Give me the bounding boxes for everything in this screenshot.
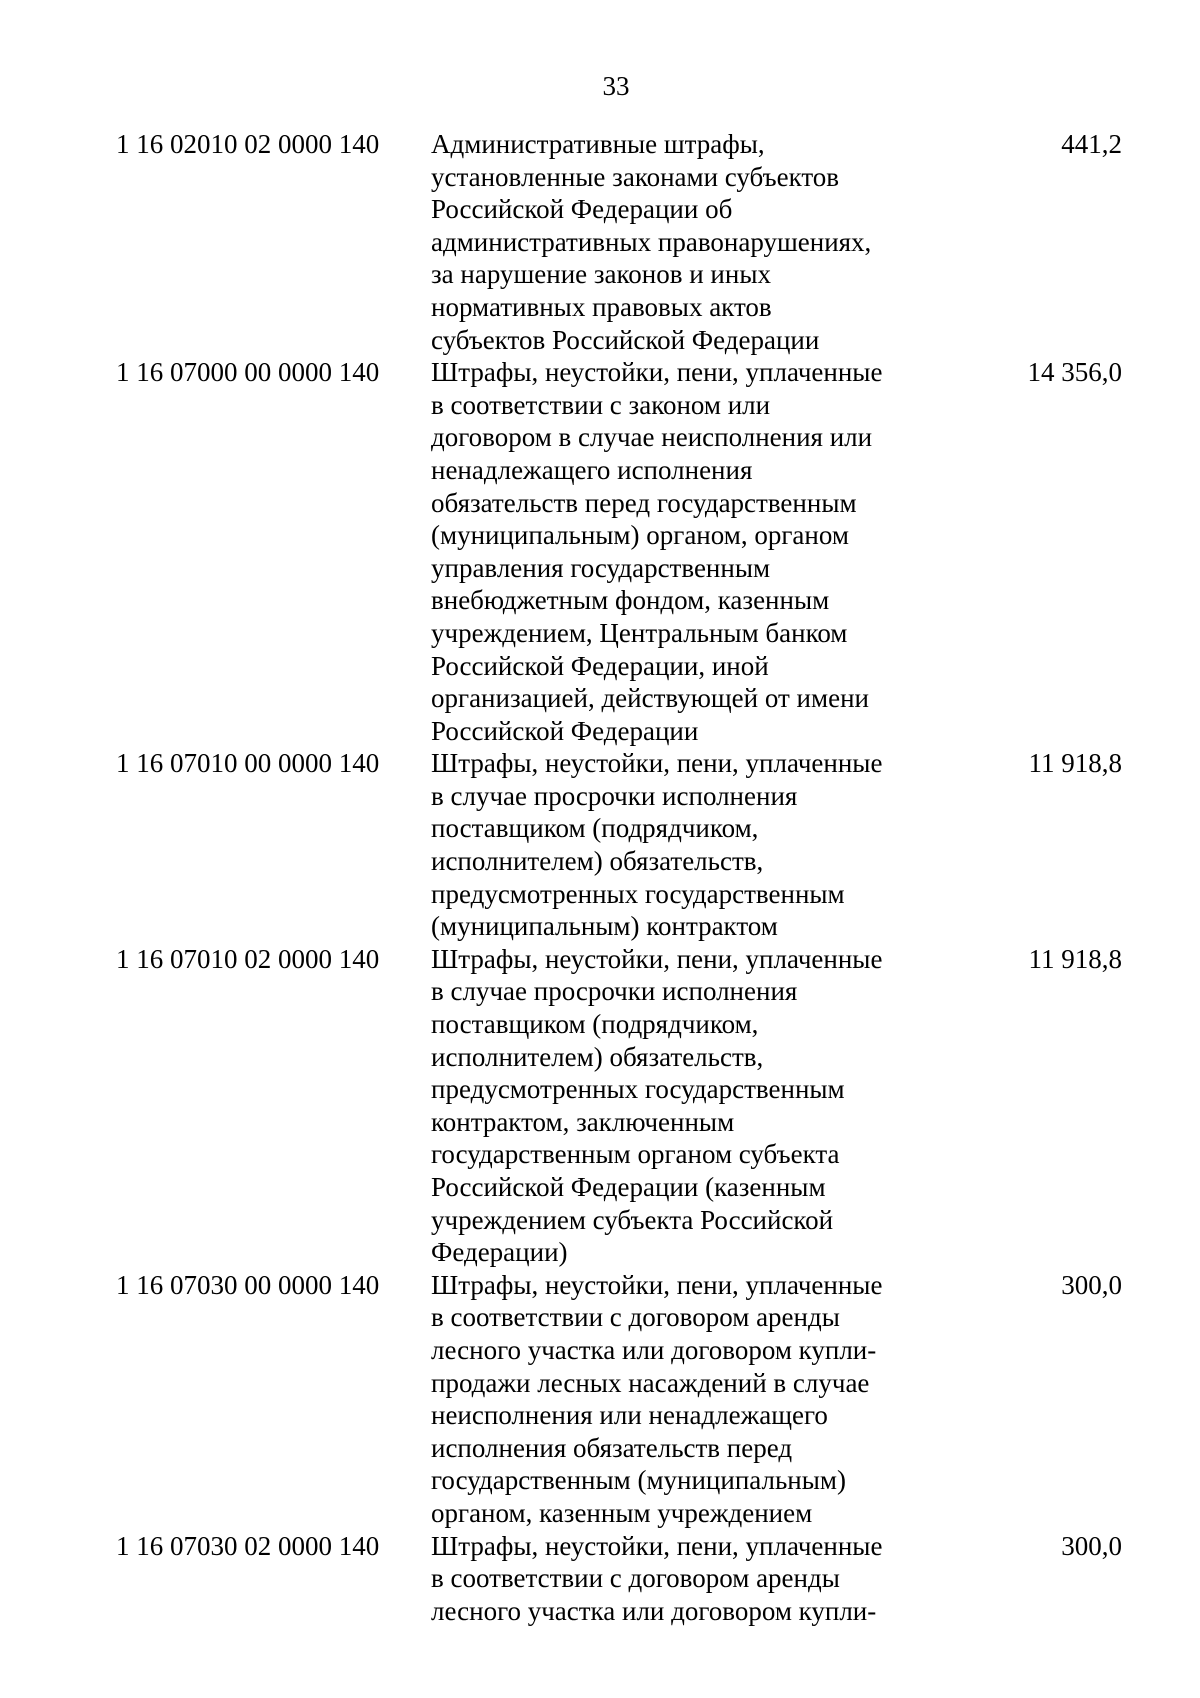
table-row	[0, 356, 1200, 747]
description-line: Штрафы, неустойки, пени, уплаченные	[431, 943, 883, 974]
description-line: Российской Федерации (казенным	[431, 1172, 826, 1202]
description-line: органом, казенным учреждением	[431, 1497, 813, 1528]
description-line: Штрафы, неустойки, пени, уплаченные	[431, 357, 883, 388]
description-line: предусмотренных государственным	[431, 878, 845, 909]
amount-value: 300,0	[1061, 1530, 1122, 1561]
table-row	[0, 747, 1200, 943]
description-line: Федерации)	[431, 1237, 568, 1268]
row-description	[431, 356, 951, 747]
description-line: установленные законами субъектов	[431, 161, 840, 192]
table-row	[0, 1269, 1200, 1530]
description-line: в соответствии с договором аренды	[431, 1563, 840, 1594]
description-line: поставщиком (подрядчиком,	[431, 813, 759, 844]
description-line: учреждением субъекта Российской	[431, 1204, 834, 1235]
description-line: в соответствии с законом или	[431, 389, 771, 420]
row-description	[431, 943, 951, 1269]
row-description	[431, 747, 951, 943]
description-line: исполнителем) обязательств,	[431, 1041, 764, 1072]
amount-value: 14 356,0	[1027, 357, 1122, 388]
page-number: 33	[602, 71, 630, 101]
amount-value: 300,0	[1061, 1269, 1122, 1300]
description-line: контрактом, заключенным	[431, 1106, 735, 1137]
description-line: управления государственным	[431, 552, 771, 583]
description-line: учреждением, Центральным банком	[431, 617, 848, 648]
description-line: Штрафы, неустойки, пени, уплаченные	[431, 1269, 883, 1300]
budget-code: 1 16 07030 02 0000 140	[116, 1530, 380, 1561]
budget-code: 1 16 07010 00 0000 140	[116, 748, 380, 779]
description-line: лесного участка или договором купли-	[431, 1595, 877, 1626]
description-line: Российской Федерации об	[431, 194, 733, 225]
description-line: лесного участка или договором купли-	[431, 1334, 877, 1365]
description-line: Российской Федерации	[431, 715, 699, 746]
description-line: продажи лесных насаждений в случае	[431, 1367, 870, 1398]
amount-value: 441,2	[1061, 129, 1122, 159]
table-row	[0, 128, 1200, 356]
description-line: Штрафы, неустойки, пени, уплаченные	[431, 748, 883, 779]
description-line: предусмотренных государственным	[431, 1074, 845, 1105]
description-line: государственным органом субъекта	[431, 1139, 840, 1170]
description-line: субъектов Российской Федерации	[431, 324, 820, 355]
description-line: государственным (муниципальным)	[431, 1465, 846, 1496]
table-row	[0, 1530, 1200, 1628]
budget-code: 1 16 07030 00 0000 140	[116, 1269, 380, 1300]
description-line: (муниципальным) органом, органом	[431, 520, 849, 551]
row-description	[431, 128, 951, 356]
description-line: договором в случае неисполнения или	[431, 422, 873, 453]
row-description	[431, 1269, 951, 1530]
description-line: за нарушение законов и иных	[431, 259, 771, 290]
description-line: обязательств перед государственным	[431, 487, 857, 518]
description-line: в случае просрочки исполнения	[431, 780, 798, 811]
description-line: Штрафы, неустойки, пени, уплаченные	[431, 1530, 883, 1561]
amount-value: 11 918,8	[1028, 748, 1122, 779]
description-line: внебюджетным фондом, казенным	[431, 585, 830, 616]
description-line: (муниципальным) контрактом	[431, 911, 778, 942]
budget-code: 1 16 02010 02 0000 140	[116, 129, 380, 159]
description-line: в соответствии с договором аренды	[431, 1302, 840, 1333]
description-line: административных правонарушениях,	[431, 226, 872, 257]
description-line: Административные штрафы,	[431, 129, 765, 159]
description-line: организацией, действующей от имени	[431, 683, 869, 714]
row-description	[431, 1530, 951, 1628]
budget-code: 1 16 07010 02 0000 140	[116, 943, 380, 974]
table-row	[0, 943, 1200, 1269]
description-line: ненадлежащего исполнения	[431, 454, 753, 485]
description-line: неисполнения или ненадлежащего	[431, 1400, 828, 1431]
amount-value: 11 918,8	[1028, 943, 1122, 974]
budget-code: 1 16 07000 00 0000 140	[116, 357, 380, 388]
description-line: нормативных правовых актов	[431, 291, 772, 322]
description-line: исполнителем) обязательств,	[431, 846, 764, 877]
description-line: поставщиком (подрядчиком,	[431, 1009, 759, 1040]
description-line: исполнения обязательств перед	[431, 1432, 793, 1463]
budget-table	[0, 128, 1200, 1627]
description-line: в случае просрочки исполнения	[431, 976, 798, 1007]
description-line: Российской Федерации, иной	[431, 650, 769, 681]
